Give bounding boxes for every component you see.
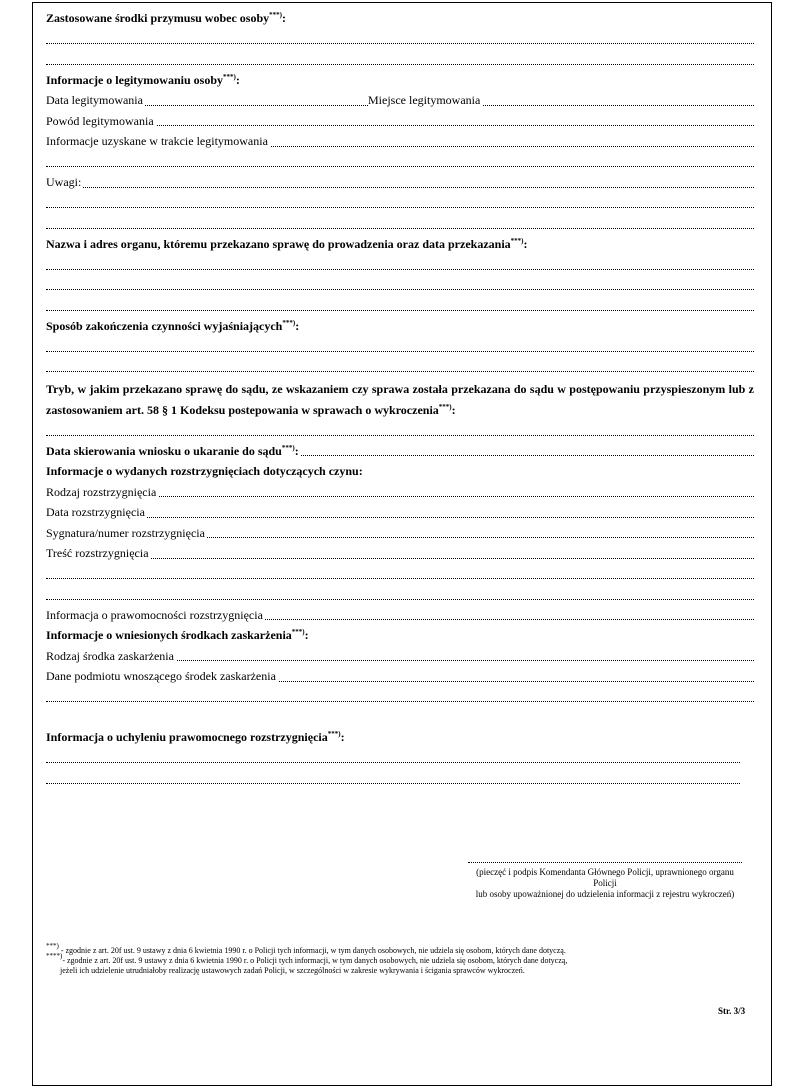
mode-colon: : [451,402,456,417]
appeals-title: Informacje o wniesionych środkach zaskarżenia [46,628,292,642]
remarks-label: Uwagi: [46,175,82,189]
footnote-1-mark: ***) [46,942,59,950]
legitimation-reason-field[interactable] [46,111,754,132]
decisions-heading [46,461,754,482]
referral-date-field[interactable] [46,441,754,462]
spacer [46,707,754,727]
remarks-field[interactable] [46,172,754,193]
coercion-heading [46,8,754,29]
decision-type-field[interactable] [46,482,754,503]
decision-date-field[interactable] [46,502,754,523]
page-number: Str. 3/3 [718,1006,746,1016]
organ-footnote-mark: ***) [510,236,524,245]
appeal-party-field[interactable] [46,666,754,687]
conclusion-footnote-mark: ***) [282,318,296,327]
referral-date-label: Data skierowania wniosku o ukaranie do sądu [46,443,282,458]
decision-content-label: Treść rozstrzygnięcia [46,546,149,560]
decision-content-line-1[interactable] [46,564,754,585]
conclusion-title: Sposób zakończenia czynności wyjaśniających [46,318,283,333]
organ-heading [46,234,754,255]
decision-signature-label: Sygnatura/numer rozstrzygnięcia [46,525,205,540]
mode-heading [46,379,754,420]
legitimation-reason-label: Powód legitymowania [46,113,154,128]
conclusion-heading [46,316,754,337]
appeal-type-field[interactable] [46,646,754,667]
decision-validity-label: Informacja o prawomocności rozstrzygnięcia [46,607,263,622]
appeals-colon: : [304,628,309,642]
legitimation-date-place-row [46,90,754,111]
legitimation-date-label: Data legitymowania [46,93,143,107]
coercion-colon: : [282,11,286,25]
annulment-title: Informacja o uchyleniu prawomocnego rozstrzygnięcia [46,730,328,744]
form-content [46,8,754,789]
annulment-line-2[interactable] [46,768,740,789]
decision-date-label: Data rozstrzygnięcia [46,505,145,519]
signature-line[interactable] [468,852,742,863]
remarks-line-2[interactable] [46,213,754,234]
signature-caption-1: (pieczęć i podpis Komendanta Głównego Policji, uprawnionego organu Policji [476,867,734,888]
organ-line-3[interactable] [46,295,754,316]
coercion-line-2[interactable] [46,49,754,70]
decision-content-line-2[interactable] [46,584,754,605]
legitimation-info-line[interactable] [46,152,754,173]
conclusion-line-1[interactable] [46,336,754,357]
annulment-line-1[interactable] [46,748,740,769]
footnotes [46,942,746,976]
conclusion-colon: : [295,318,300,333]
legitimation-place-label: Miejsce legitymowania [368,93,481,107]
legitimation-info-label: Informacje uzyskane w trakcie legitymowania [46,134,268,148]
annulment-colon: : [340,730,345,744]
legitimation-title: Informacje o legitymowaniu osoby [46,72,223,87]
annulment-heading [46,727,754,748]
appeal-party-line[interactable] [46,687,754,708]
referral-footnote-mark: ***) [281,443,295,452]
decisions-title: Informacje o wydanych rozstrzygnięciach dotyczących czynu: [46,464,363,478]
organ-title: Nazwa i adres organu, któremu przekazano sprawę do prowadzenia oraz data przekazania [46,236,511,251]
footnote-1-text: - zgodnie z art. 20f ust. 9 ustawy z dnia 6 kwietnia 1990 r. o Policji tych informacji, w tym danych osobowych, nie udziela się osobom, których dane dotyczą. [58,946,566,955]
decision-content-field[interactable] [46,543,754,564]
legitimation-footnote-mark: ***) [223,72,236,81]
appeals-footnote-mark: ***) [291,628,305,636]
signature-block [468,852,742,900]
organ-line-2[interactable] [46,275,754,296]
organ-line-1[interactable] [46,254,754,275]
appeal-party-label: Dane podmiotu wnoszącego środek zaskarżenia [46,669,276,683]
referral-colon: : [294,443,299,458]
appeal-type-label: Rodzaj środka zaskarżenia [46,648,174,663]
annulment-footnote-mark: ***) [327,730,341,738]
decision-type-label: Rodzaj rozstrzygnięcia [46,484,157,499]
footnote-1 [46,942,746,956]
mode-footnote-mark: ***) [438,402,452,411]
legitimation-colon: : [235,72,240,87]
footnote-2 [46,952,746,966]
legitimation-heading [46,70,754,91]
mode-line-1[interactable] [46,420,754,441]
conclusion-line-2[interactable] [46,357,754,378]
footnote-2-text: - zgodnie z art. 20f ust. 9 ustawy z dnia 6 kwietnia 1990 r. o Policji tych informacji, w tym danych osobowych, nie udziela się osobom, których dane dotyczą, [62,956,568,965]
decision-signature-field[interactable] [46,523,754,544]
coercion-footnote-mark: ***) [269,11,282,19]
footnote-2-continuation: jeżeli ich udzielenie utrudniałoby realizację ustawowych zadań Policji, w szczególności w zakresie wykrywania i ścigania sprawców wykroczeń. [60,966,525,975]
mode-title: Tryb, w jakim przekazano sprawę do sądu, ze wskazaniem czy sprawa została przekazana do sądu w postępowaniu przyspieszonym lub z zastosowaniem art. 58 § 1 Kodeksu postepowania w sprawach o wykroczenia [46,382,754,417]
organ-colon: : [523,236,528,251]
legitimation-date-field[interactable] [46,90,368,111]
footnote-2-mark: ****) [46,952,63,960]
coercion-title: Zastosowane środki przymusu wobec osoby [46,11,270,25]
legitimation-info-field[interactable] [46,131,754,152]
legitimation-place-field[interactable] [368,90,754,111]
signature-caption-2: lub osoby upoważnionej do udzielenia informacji z rejestru wykroczeń) [475,889,735,899]
coercion-line-1[interactable] [46,29,754,50]
remarks-line-1[interactable] [46,193,754,214]
decision-validity-field[interactable] [46,605,754,626]
appeals-heading [46,625,754,646]
